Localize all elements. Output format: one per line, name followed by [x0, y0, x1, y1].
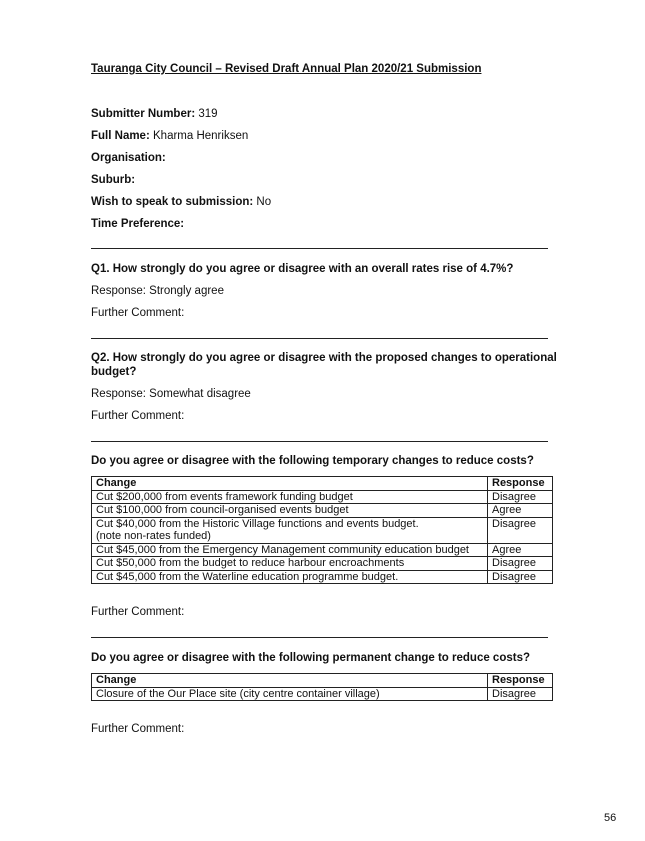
- response-cell: Agree: [488, 543, 553, 557]
- speak-value: No: [256, 196, 272, 208]
- temporary-question: Do you agree or disagree with the following temporary changes to reduce costs?: [91, 455, 534, 467]
- table-row: [92, 517, 553, 543]
- document-title: Tauranga City Council – Revised Draft Annual Plan 2020/21 Submission: [91, 63, 482, 75]
- table-row: [92, 490, 553, 504]
- change-text: Cut $40,000 from the Historic Village functions and events budget.: [96, 517, 419, 530]
- q2-comment: Further Comment:: [91, 410, 185, 422]
- change-cell: [92, 517, 488, 543]
- change-cell: Cut $100,000 from council-organised events budget: [92, 504, 488, 518]
- response-cell: Disagree: [488, 490, 553, 504]
- table-row: [92, 504, 553, 518]
- submitter-number-value: 319: [198, 108, 218, 120]
- organisation-label: Organisation:: [91, 152, 166, 164]
- response-cell: Agree: [488, 504, 553, 518]
- response-cell: Disagree: [488, 687, 553, 701]
- change-cell: Cut $45,000 from the Emergency Management community education budget: [92, 543, 488, 557]
- divider: [91, 637, 548, 638]
- full-name-label: Full Name:: [91, 130, 150, 142]
- table-header-row: [92, 477, 553, 491]
- response-cell: Disagree: [488, 557, 553, 571]
- full-name-value: Kharma Henriksen: [153, 130, 249, 142]
- response-cell: Disagree: [488, 517, 553, 543]
- permanent-question: Do you agree or disagree with the following permanent change to reduce costs?: [91, 652, 530, 664]
- speak-label: Wish to speak to submission:: [91, 196, 254, 208]
- divider: [91, 441, 548, 442]
- submitter-number-row: [91, 107, 218, 121]
- q1-question: Q1. How strongly do you agree or disagree with an overall rates rise of 4.7%?: [91, 263, 514, 275]
- divider: [91, 338, 548, 339]
- submitter-number-label: Submitter Number:: [91, 108, 196, 120]
- page-number: 56: [604, 812, 617, 824]
- table-row: [92, 687, 553, 701]
- header-response: Response: [488, 674, 553, 688]
- speak-row: [91, 195, 271, 209]
- header-change: Change: [92, 674, 488, 688]
- table-row: [92, 543, 553, 557]
- q2-response: Response: Somewhat disagree: [91, 388, 251, 400]
- full-name-row: [91, 129, 248, 143]
- table-row: [92, 557, 553, 571]
- table-row: [92, 570, 553, 584]
- header-response: Response: [488, 477, 553, 491]
- suburb-label: Suburb:: [91, 174, 136, 186]
- permanent-comment: Further Comment:: [91, 723, 185, 735]
- change-cell: Cut $200,000 from events framework funding budget: [92, 490, 488, 504]
- time-preference-label: Time Preference:: [91, 218, 185, 230]
- change-cell: Cut $45,000 from the Waterline education programme budget.: [92, 570, 488, 584]
- response-cell: Disagree: [488, 570, 553, 584]
- temporary-comment: Further Comment:: [91, 606, 185, 618]
- q1-response: Response: Strongly agree: [91, 285, 224, 297]
- q2-question-line2: budget?: [91, 366, 137, 378]
- change-note: (note non-rates funded): [96, 530, 211, 542]
- q1-comment: Further Comment:: [91, 307, 185, 319]
- change-cell: Closure of the Our Place site (city centre container village): [92, 687, 488, 701]
- change-cell: Cut $50,000 from the budget to reduce harbour encroachments: [92, 557, 488, 571]
- temporary-changes-table: [91, 476, 553, 584]
- divider: [91, 248, 548, 249]
- permanent-change-table: [91, 673, 553, 701]
- q2-question-line1: Q2. How strongly do you agree or disagree with the proposed changes to operational: [91, 352, 557, 364]
- table-header-row: [92, 674, 553, 688]
- header-change: Change: [92, 477, 488, 491]
